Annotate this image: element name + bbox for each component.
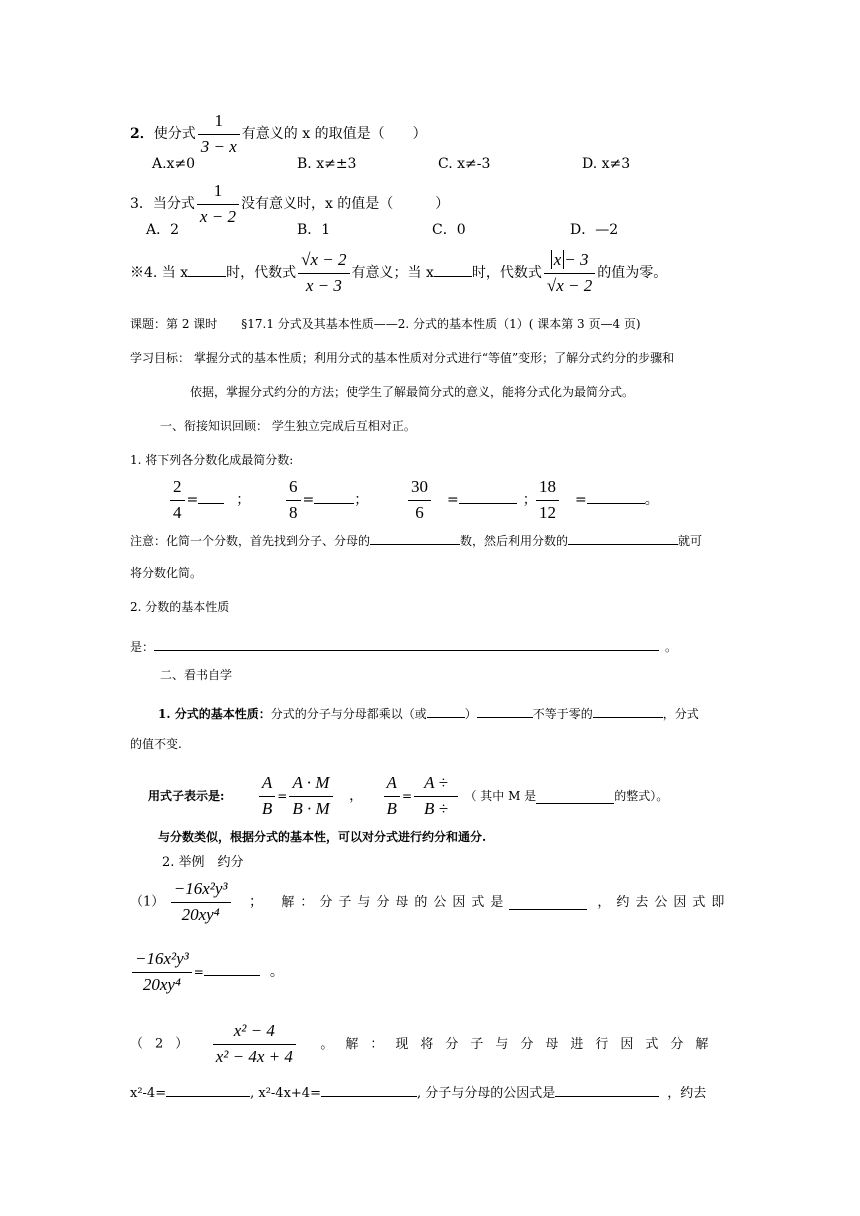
q4-prefix: ※4. 当 x <box>130 265 189 282</box>
q4-sqrt-expr: x − 2 <box>310 250 347 269</box>
formula-1-rhs-den: B · M <box>289 796 332 819</box>
formula-2-lhs <box>384 774 400 818</box>
fraction-1-num: 2 <box>173 477 182 496</box>
section1-title: 一、衔接知识回顾： 学生独立完成后互相对正。 <box>160 419 416 433</box>
fraction-3-blank[interactable] <box>459 489 517 504</box>
note-text-c: 就可 <box>678 534 703 548</box>
example-1-result <box>130 950 284 994</box>
q3-option-b: B．1 <box>297 222 331 238</box>
example-2-text: 。解：现将分子与分母进行因式分解 <box>320 1036 721 1052</box>
q4-fraction-2 <box>544 251 595 295</box>
fraction-1 <box>170 478 185 522</box>
note-text-a: 注意：化简一个分数，首先找到分子、分母的 <box>130 534 371 548</box>
q3-option-a: A．2 <box>146 222 180 238</box>
example-1-result-fraction <box>132 950 192 994</box>
fraction-1-tail: ； <box>236 492 251 509</box>
formula-1-rhs <box>289 774 332 818</box>
formula-2-rhs <box>414 774 458 818</box>
example-1-end: 。 <box>269 964 284 981</box>
fraction-exercise-2 <box>284 478 368 522</box>
example-2-d: ，约去 <box>667 1086 707 1101</box>
example-2-factor-line <box>130 1082 706 1100</box>
example-1-sep: ； <box>248 894 263 911</box>
q4-fraction-1 <box>298 251 349 295</box>
q2-stem-b: 有意义的 x 的取值是（ ） <box>241 126 427 143</box>
example-1-text: 解：分子与分母的公因式是 <box>281 894 510 910</box>
example-2-den: x² − 4x + 4 <box>213 1044 296 1067</box>
q2-frac-den: 3 − x <box>198 134 240 157</box>
formula-1-lhs-den: B <box>259 796 275 819</box>
formula-line: 用式子表示是: $\frac{A}{B}$ = $\frac{A \cdot M}{B \cdot M}$ ， $\frac{A}{B}$ = $\frac{A \div}{B \div}$ （ 其中 M 是 的整式）。 <box>148 773 669 818</box>
formula-1-lhs <box>259 774 275 818</box>
q3-frac-den: x − 2 <box>197 204 239 227</box>
q4-sqrt-den: x − 2 <box>556 275 593 295</box>
q4-blank-1[interactable] <box>188 262 226 277</box>
example-2-blank-1[interactable] <box>166 1082 250 1097</box>
example-title: 2. 举例 约分 <box>162 855 244 870</box>
fraction-4-den: 12 <box>536 500 559 523</box>
q2-fraction <box>198 112 240 156</box>
item2-end: 。 <box>665 640 678 654</box>
q4-num2-tail: − 3 <box>564 250 589 269</box>
formula-1-eq: = <box>277 789 288 804</box>
example-1-line <box>130 880 730 924</box>
fraction-4 <box>536 478 559 522</box>
formula-2-lhs-den: B <box>384 796 400 819</box>
example-1-result-num: −16x²y³ <box>135 949 189 968</box>
example-1-num: −16x²y³ <box>173 879 228 898</box>
q3-frac-num: 1 <box>213 181 223 200</box>
example-1-blank-2[interactable] <box>204 961 260 976</box>
formula-label: 用式子表示是: <box>148 789 225 804</box>
q2-line <box>130 112 427 156</box>
item2-is: 是： <box>130 640 155 654</box>
example-2-blank-2[interactable] <box>321 1082 417 1097</box>
q3-option-d: D．—2 <box>570 222 619 238</box>
q3-stem-a: 当分式 <box>152 196 195 213</box>
property-text-c: 不等于零的 <box>532 707 593 721</box>
property-blank-2[interactable] <box>477 703 533 718</box>
q2-option-a: A.x≠0 <box>152 156 196 172</box>
q4-abs-expr: x <box>551 250 565 269</box>
q4-frac1-num: √x − 2 <box>301 250 347 269</box>
example-1-label: （1） <box>130 894 165 910</box>
fraction-exercise-1 <box>168 478 250 522</box>
section1-item2: 2. 分数的基本性质 <box>130 600 230 614</box>
learning-goal-2: 依据，掌握分式约分的方法；使学生了解最简分式的意义，能将分式化为最简分式。 <box>190 385 635 399</box>
property-title: 1. 分式的基本性质： <box>158 707 271 721</box>
section2-title: 二、看书自学 <box>160 668 233 682</box>
example-2-blank-3[interactable] <box>555 1082 659 1097</box>
fraction-3-eq: = <box>447 492 459 509</box>
learning-goal-1: 学习目标： 掌握分式的基本性质；利用分式的基本性质对分式进行“等值”变形；了解分式约分的步骤和 <box>130 351 675 365</box>
property-line-2: 的值不变. <box>130 737 182 751</box>
fraction-exercise-3 <box>406 478 537 522</box>
fraction-2-eq: = <box>302 492 315 509</box>
q4-line <box>130 251 667 295</box>
fraction-4-blank[interactable] <box>587 489 645 504</box>
property-text-a: 分式的分子与分母都乘以（或 <box>270 707 427 721</box>
example-2-fraction <box>213 1022 296 1066</box>
example-1-text-b: ，约去公因式即 <box>597 894 731 910</box>
q2-option-d: D. x≠3 <box>582 156 631 172</box>
q2-option-b: B. x≠±3 <box>297 156 357 172</box>
section1-item2-answer <box>130 636 677 653</box>
formula-2-rhs-den: B ÷ <box>414 796 458 819</box>
section2-summary: 与分数类似，根据分式的基本性，可以对分式进行约分和通分. <box>158 830 487 844</box>
fraction-2-den: 8 <box>286 500 301 523</box>
fraction-4-tail: 。 <box>644 492 659 509</box>
property-line-1 <box>158 703 699 720</box>
formula-2-lhs-num: A <box>386 773 397 792</box>
fraction-1-den: 4 <box>170 500 185 523</box>
q3-fraction <box>197 182 239 226</box>
example-1-blank-1[interactable] <box>509 895 587 910</box>
q4-suffix: 的值为零。 <box>597 265 668 282</box>
q4-frac1-den: x − 3 <box>298 273 349 296</box>
example-2-num: x² − 4 <box>233 1021 275 1040</box>
example-1-fraction <box>171 880 231 924</box>
example-2-label: （2） <box>130 1036 201 1052</box>
q4-mid1: 时，代数式 <box>226 265 297 282</box>
lesson-title: 课题：第 2 课时 §17.1 分式及其基本性质——2. 分式的基本性质（1）( 课本第 3 页—4 页) <box>130 317 641 331</box>
formula-1-lhs-num: A <box>261 773 273 792</box>
example-2-c: , 分子与分母的公因式是 <box>416 1086 556 1101</box>
example-2-b: , x²-4x+4= <box>250 1086 321 1101</box>
formula-note-b: 的整式）。 <box>614 789 669 804</box>
formula-blank[interactable] <box>536 789 614 804</box>
fraction-3-num: 30 <box>411 477 428 496</box>
formula-2-eq: = <box>401 789 412 804</box>
formula-1-rhs-num: A · M <box>292 773 330 792</box>
fraction-2-blank[interactable] <box>314 489 354 504</box>
formula-note-a: （ 其中 M 是 <box>464 789 537 804</box>
q4-blank-2[interactable] <box>434 262 472 277</box>
formula-2-rhs-num: A ÷ <box>424 773 448 792</box>
fraction-3-den: 6 <box>408 500 431 523</box>
fraction-2-tail: ； <box>354 492 369 509</box>
q3-line <box>130 182 449 226</box>
property-blank-3[interactable] <box>593 703 663 718</box>
example-1-result-eq: = <box>193 965 204 980</box>
fraction-1-eq: = <box>186 492 199 509</box>
q4-frac2-den: √x − 2 <box>544 273 595 296</box>
fraction-1-blank[interactable] <box>198 489 224 504</box>
q2-frac-num: 1 <box>214 111 224 130</box>
q2-option-c: C. x≠-3 <box>438 156 491 172</box>
fraction-2 <box>286 478 301 522</box>
q2-stem-a: 使分式 <box>153 126 196 143</box>
item2-blank[interactable] <box>154 636 659 651</box>
note-blank-2[interactable] <box>568 530 678 545</box>
section1-item1: 1. 将下列各分数化成最简分数: <box>130 453 294 467</box>
fraction-3-tail: ； <box>522 492 537 509</box>
example-2-line <box>130 1022 720 1066</box>
fraction-3 <box>408 478 431 522</box>
q4-frac2-num <box>544 251 595 273</box>
q2-number: 2． <box>130 126 154 143</box>
property-text-d: ，分式 <box>662 707 699 721</box>
q3-number: 3． <box>130 196 153 213</box>
q3-stem-b: 没有意义时，x 的值是（ ） <box>240 196 450 213</box>
note-blank-1[interactable] <box>370 530 460 545</box>
fraction-exercise-4 <box>534 478 659 522</box>
q4-mid3: 时，代数式 <box>471 265 542 282</box>
example-2-a: x²-4= <box>130 1086 167 1101</box>
fraction-2-num: 6 <box>289 477 298 496</box>
note-text-b: 数，然后利用分数的 <box>460 534 569 548</box>
property-blank-1[interactable] <box>427 703 465 718</box>
example-1-den: 20xy⁴ <box>171 902 231 925</box>
note-line-1 <box>130 530 702 547</box>
q4-mid2: 有意义；当 x <box>351 265 434 282</box>
example-1-result-den: 20xy⁴ <box>132 972 192 995</box>
note-line-2: 将分数化简。 <box>130 566 203 580</box>
fraction-4-num: 18 <box>539 477 556 496</box>
q3-option-c: C．0 <box>432 222 466 238</box>
fraction-4-eq: = <box>575 492 587 509</box>
property-text-b: ） <box>464 707 477 721</box>
